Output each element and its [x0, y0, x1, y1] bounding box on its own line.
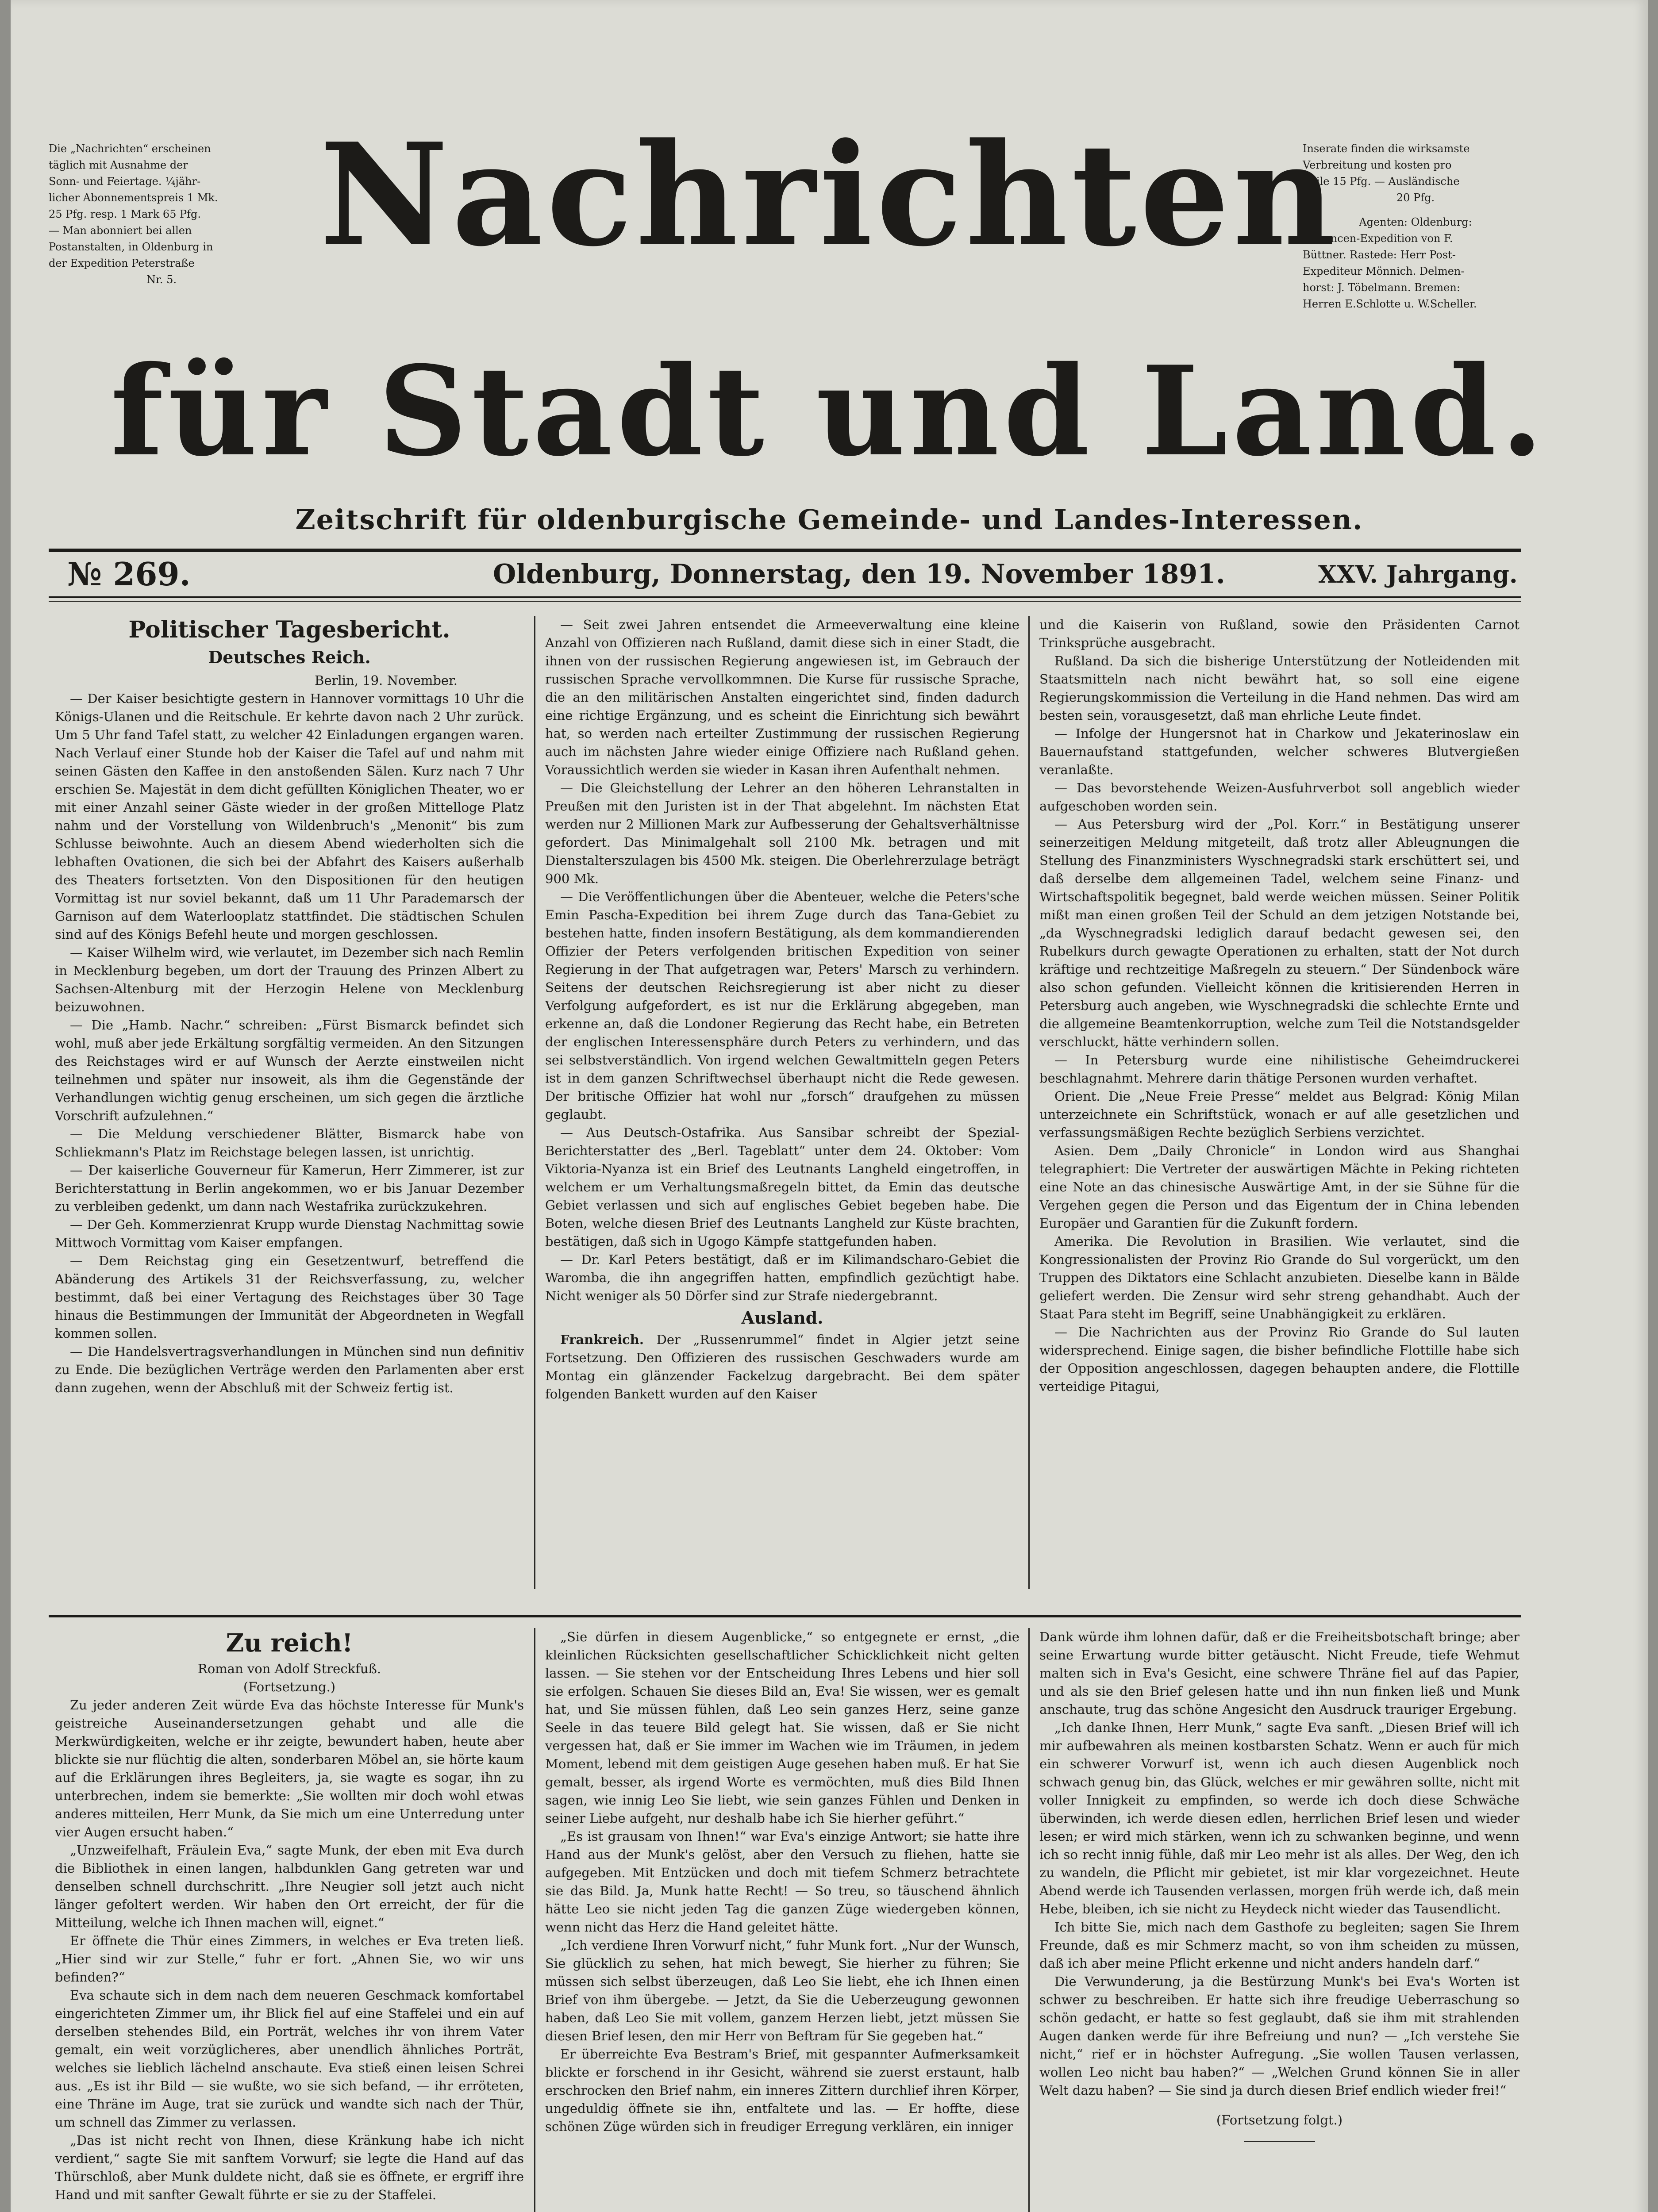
volume-number: XXV. Jahrgang.: [1318, 560, 1518, 588]
news-column-2: [545, 616, 1019, 1602]
notice-line: horst: J. Töbelmann. Bremen:: [1303, 281, 1460, 294]
header-rule-bottom: [49, 596, 1521, 598]
issue-number: № 269.: [67, 555, 191, 593]
masthead-subtitle: Zeitschrift für oldenburgische Gemeinde- und Landes-Interessen.: [295, 503, 1363, 536]
section-heading: Politischer Tagesbericht.: [128, 616, 450, 643]
notice-line: — Man abonniert bei allen: [49, 224, 192, 237]
novel-paragraph: „Ich danke Ihnen, Herr Munk,“ sagte Eva sanft. „Diesen Brief will ich mir aufbewahren als meinen kostbarsten Schatz. Wenn er auch für mich ein schwerer Vorwurf ist, wenn ich auch diesen Augenblick noch schwach genug bin, das Glück, welches er mir gewähren sollte, nicht mit voller Innigkeit zu empfinden, so werde ich doch diese Schwäche überwinden, ich werde diesen edlen, herrlichen Brief lesen und wieder lesen; er wird mich stärken, wenn ich zu schwanken beginne, und wenn ich so recht innig fühle, daß mir Leo mehr ist als alles. Der Weg, den ich zu wandeln, die Pflicht mir gebietet, ist mir klar vorgezeichnet. Heute Abend werde ich Tausenden verlassen, morgen früh werde ich, daß mein Hebe, bleiben, ich sie nicht zu Heydeck nicht wieder das Tausendlicht.: [1039, 1720, 1520, 1916]
news-paragraph: Amerika. Die Revolution in Brasilien. Wie verlautet, sind die Kongressionalisten der Provinz Rio Grande do Sul vorgerückt, um den Truppen des Diktators eine Schlacht anzubieten. Dieselbe kann in Bälde geliefert werden. Die Zensur wird sehr streng gehandhabt. Auch der Staat Para steht im Begriff, seine Unabhängigkeit zu erklären.: [1039, 1234, 1520, 1321]
novel-paragraph: Er öffnete die Thür eines Zimmers, in welches er Eva treten ließ. „Hier sind wir zur Stelle,“ fuhr er fort. „Ahnen Sie, wo wir uns befinden?“: [55, 1933, 524, 1985]
feuilleton-rule: [49, 1615, 1521, 1617]
country-label: Frankreich.: [560, 1332, 644, 1347]
end-rule: [1244, 2141, 1315, 2142]
column-divider: [534, 616, 535, 1589]
notice-line: Nr. 5.: [146, 273, 177, 286]
notice-line: Postanstalten, in Oldenburg in: [49, 241, 213, 253]
news-paragraph: [545, 1331, 1019, 1403]
newspaper-page: [11, 0, 1648, 2212]
news-paragraph: — Der Kaiser besichtigte gestern in Hannover vormittags 10 Uhr die Königs-Ulanen und die Reitschule. Er kehrte davon nach 2 Uhr zurück. Um 5 Uhr fand Tafel statt, zu welcher 42 Einladungen ergangen waren. Nach Verlauf einer Stunde hob der Kaiser die Tafel auf und nahm mit seinen Gästen den Kaffee in den anstoßenden Sälen. Kurz nach 7 Uhr erschien Se. Majestät in dem dicht gefüllten Königlichen Theater, wo er mit einer Anzahl seiner Gäste wieder in der großen Mittelloge Platz nahm und der Vorstellung von Wildenbruch's „Menonit“ bis zum Schlusse beiwohnte. Auch an diesem Abend wiederholten sich die lebhaften Ovationen, die sich bei der Abfahrt des Kaisers außerhalb des Theaters fortsetzten. Von den Dispositionen für den heutigen Vormittag ist nur soviel bekannt, daß um 11 Uhr Parademarsch der Garnison auf dem Waterlooplatz stattfindet. Die städtischen Schulen sind auf des Königs Befehl heute und morgen geschlossen.: [55, 691, 524, 942]
novel-paragraph: Zu jeder anderen Zeit würde Eva das höchste Interesse für Munk's geistreiche Auseinandersetzungen gehabt und alle die Merkwürdigkeiten, welche er ihr zeigte, bewundert haben, heute aber blickte sie nur flüchtig die alten, sonderbaren Möbel an, sie hörte kaum auf die Erklärungen ihres Begleiters, ja, sie wagte es sogar, ihn zu unterbrechen, indem sie bemerkte: „Sie wollten mir doch wohl etwas anderes mitteilen, Herr Munk, da Sie mich um eine Unterredung unter vier Augen ersucht haben.“: [55, 1697, 524, 1839]
notice-line: licher Abonnementspreis 1 Mk.: [49, 192, 218, 204]
novel-column-3: [1039, 1628, 1520, 2212]
novel-paragraph: Die Verwunderung, ja die Bestürzung Munk's bei Eva's Worten ist schwer zu beschreiben. Er hatte sich ihre freudige Ueberraschung so schön gedacht, er hatte so fest geglaubt, daß sie ihm mit strahlenden Augen danken werde für ihre Befreiung und nun? — „Ich verstehe Sie nicht,“ rief er in höchster Aufregung. „Sie wollen Tausen verlassen, wollen Leo nicht bau haben?“ — „Welchen Grund können Sie in aller Welt dazu haben? — Sie sind ja durch diesen Brief endlich wieder frei!“: [1039, 1974, 1520, 2098]
news-paragraph: Asien. Dem „Daily Chronicle“ in London wird aus Shanghai telegraphiert: Die Vertreter der auswärtigen Mächte in Peking richteten eine Note an das chinesische Auswärtige Amt, in der sie Sühne für die Vergehen gegen die Person und das Eigentum der in China lebenden Europäer und Garantien für die Zukunft fordern.: [1039, 1143, 1520, 1231]
notice-line: der Expedition Peterstraße: [49, 257, 195, 269]
news-paragraph: — Die Veröffentlichungen über die Abenteuer, welche die Peters'sche Emin Pascha-Expedition bei ihrem Zuge durch das Tana-Gebiet zu bestehen hatte, finden insofern Bestätigung, als dem kommandierenden Offizier der Peters verfolgenden britischen Expedition von seiner Regierung in der That aufgetragen war, Peters' Marsch zu verhindern. Seitens der deutschen Reichsregierung ist aber nicht zu dieser Verfolgung aufgefordert, es ist nur die Erklärung abgegeben, man erkenne an, daß die Londoner Regierung das Recht habe, ein Betreten der englischen Interessensphäre durch Peters zu verhindern, und das sei selbstverständlich. Von irgend welchen Gewaltmitteln gegen Peters ist in dem ganzen Schriftwechsel überhaupt nicht die Rede gewesen. Der britische Offizier hat wohl nur „forsch“ draufgehen zu müssen geglaubt.: [545, 889, 1019, 1122]
masthead-title: Nachrichten: [319, 112, 1339, 277]
news-paragraph: — Der Geh. Kommerzienrat Krupp wurde Dienstag Nachmittag sowie Mittwoch Vormittag vom Kaiser empfangen.: [55, 1217, 524, 1250]
news-paragraph: — Die „Hamb. Nachr.“ schreiben: „Fürst Bismarck befindet sich wohl, muß aber jede Erkältung sorgfältig vermeiden. An den Sitzungen des Reichstages wird er auf Wunsch der Aerzte einstweilen nicht teilnehmen und später nur insoweit, als ihm die Gegenstände der Verhandlungen wichtig genug erscheinen, um sich gegen die ärztliche Vorschrift aufzulehnen.“: [55, 1018, 524, 1123]
news-dateline: Berlin, 19. November.: [315, 673, 458, 688]
novel-byline: Roman von Adolf Streckfuß.: [197, 1661, 381, 1676]
novel-paragraph: „Das ist nicht recht von Ihnen, diese Kränkung habe ich nicht verdient,“ sagte Sie mit sanftem Vorwurf; sie legte die Hand auf das Thürschloß, aber Munk duldete nicht, daß sie es öffnete, er ergriff ihre Hand und mit sanfter Gewalt führte er sie zu der Staffelei.: [55, 2133, 524, 2202]
news-paragraph: — Aus Petersburg wird der „Pol. Korr.“ in Bestätigung unserer seinerzeitigen Meldung mitgeteilt, daß trotz aller Ableugnungen die Stellung des Finanzministers Wyschnegradski stark erschüttert sei, und daß derselbe dem allgemeinen Tadel, welchem seine Finanz- und Wirtschaftspolitik begegnet, bald werde weichen müssen. Seiner Politik mißt man einen großen Teil der Schuld an dem jetzigen Notstande bei, „da Wyschnegradski lediglich darauf bedacht gewesen sei, den Rubelkurs durch gewagte Operationen zu erhalten, statt der Not durch kräftige und rechtzeitige Maßregeln zu steuern.“ Der Sündenbock wäre also schon gefunden. Vielleicht können die kritisierenden Herren in Petersburg auch angeben, wie Wyschnegradski die schlechte Ernte und die allgemeine Beamtenkorruption, welche zum Teil die Notstandsgelder verschluckt, hätte verhindern sollen.: [1039, 817, 1520, 1049]
novel-paragraph: Ich bitte Sie, mich nach dem Gasthofe zu begleiten; sagen Sie Ihrem Freunde, daß es mir Schmerz macht, so von ihm scheiden zu müssen, daß ich aber meine Pflicht erkenne und nicht anders handeln darf.“: [1039, 1920, 1520, 1971]
novel-paragraph: Er überreichte Eva Bestram's Brief, mit gespannter Aufmerksamkeit blickte er forschend in ihr Gesicht, während sie zuerst erstaunt, halb erschrocken den Brief nahm, ein inneres Zittern durchlief ihren Körper, ungeduldig öffnete sie ihn, entfaltete und las. — Er hoffte, diese schönen Züge würden sich in freudiger Erregung verklären, ein inniger: [545, 2047, 1019, 2134]
notice-line: Annoncen-Expedition von F.: [1303, 232, 1453, 245]
novel-paragraph: „Ich verdiene Ihren Vorwurf nicht,“ fuhr Munk fort. „Nur der Wunsch, Sie glücklich zu sehen, hat mich bewegt, Sie hierher zu führen; Sie müssen sich selbst überzeugen, daß Leo Sie liebt, ehe ich Ihnen einen Brief von ihm übergebe. — Jetzt, da Sie die Ueberzeugung gewonnen haben, daß Leo Sie mit vollem, ganzem Herzen liebt, jetzt müssen Sie diesen Brief lesen, den mir Herr von Beftram für Sie gegeben hat.“: [545, 1938, 1019, 2043]
novel-paragraph: „Es ist grausam von Ihnen!“ war Eva's einzige Antwort; sie hatte ihre Hand aus der Munk's gelöst, aber den Versuch zu fliehen, hatte sie aufgegeben. Mit Entzücken und doch mit tiefem Schmerz betrachtete sie das Bild. Ja, Munk hatte Recht! — So treu, so täuschend ähnlich hätte Leo sie nicht jeden Tag die ganzen Züge wiedergeben können, wenn nicht das Herz die Hand geleitet hätte.: [545, 1829, 1019, 1935]
news-paragraph: — Der kaiserliche Gouverneur für Kamerun, Herr Zimmerer, ist zur Berichterstattung in Berlin angekommen, wo er bis Januar Dezember zu verbleiben gedenkt, um dann nach Westafrika zurückzukehren.: [55, 1163, 524, 1214]
news-paragraph: — Dem Reichstag ging ein Gesetzentwurf, betreffend die Abänderung des Artikels 31 der Reichsverfassung, zu, welcher bestimmt, daß bei einer Vertagung des Reichstages über 30 Tage hinaus die Bestimmungen der Immunität der Abgeordneten in Wegfall kommen sollen.: [55, 1253, 524, 1341]
novel-paragraph: „Sie dürfen in diesem Augenblicke,“ so entgegnete er ernst, „die kleinlichen Rücksichten gesellschaftlicher Schicklichkeit nicht gelten lassen. — Sie stehen vor der Entscheidung Ihres Lebens und hier soll sie erfolgen. Schauen Sie dieses Bild an, Eva! Sie wissen, wer es gemalt hat, und Sie müssen fühlen, daß Leo sein ganzes Herz, seine ganze Seele in das teuere Bild gelegt hat. Sie wissen, daß er Sie nicht vergessen hat, daß er Sie immer im Wachen wie im Träumen, in jedem Moment, lebend mit dem geistigen Auge gesehen haben muß. Er hat Sie gemalt, besser, als irgend Worte es vermöchten, muß dies Bild Ihnen sagen, wie innig Leo Sie liebt, wie sein ganzes Fühlen und Denken in seiner Liebe aufgeht, nur deshalb habe ich Sie hierher geführt.“: [545, 1629, 1019, 1826]
section-subheading: Deutsches Reich.: [208, 647, 371, 667]
notice-line: täglich mit Ausnahme der: [49, 159, 188, 171]
news-paragraph: — Das bevorstehende Weizen-Ausfuhrverbot soll angeblich wieder aufgeschoben worden sein.: [1039, 780, 1520, 814]
notice-line: 25 Pfg. resp. 1 Mark 65 Pfg.: [49, 208, 201, 220]
novel-paragraph: Dank würde ihm lohnen dafür, daß er die Freiheitsbotschaft bringe; aber seine Erwartung wurde bitter getäuscht. Nicht Freude, tiefe Wehmut malten sich in Eva's Gesicht, eine schwere Thräne fiel auf das Papier, und als sie den Brief gelesen hatte und ihn nun finken ließ und Munk anschaute, trug das schöne Angesicht den Ausdruck trauriger Ergebung.: [1039, 1629, 1520, 1717]
news-paragraph: — Die Nachrichten aus der Provinz Rio Grande do Sul lauten widersprechend. Einige sagen, die bisher befindliche Flottille habe sich der Opposition angeschlossen, dagegen behaupten andere, die Flottille verteidige Pitagui,: [1039, 1325, 1520, 1394]
news-paragraph: — Die Handelsvertragsverhandlungen in München sind nun definitiv zu Ende. Die bezüglichen Verträge werden den Parlamenten aber erst dann zugehen, wenn der Abschluß mit der Schweiz fertig ist.: [55, 1344, 524, 1395]
news-paragraph: Rußland. Da sich die bisherige Unterstützung der Notleidenden mit Staatsmitteln nach nicht bewährt hat, so soll eine eigene Regierungskommission die Verteilung in die Hand nehmen. Das wird am besten sein, vorausgesetzt, daß man ehrliche Leute findet.: [1039, 653, 1520, 723]
news-paragraph: — Aus Deutsch-Ostafrika. Aus Sansibar schreibt der Spezial-Berichterstatter des „Berl. Tageblatt“ unter dem 24. Oktober: Vom Viktoria-Nyanza ist ein Brief des Leutnants Langheld eingetroffen, in welchem er um Verhaltungsmaßregeln bittet, da Emin das deutsche Gebiet verlassen und sich auf englisches Gebiet begeben habe. Die Boten, welche diesen Brief des Leutnants Langheld zur Küste brachten, bestätigen, daß sich in Ugogo Kämpfe stattgefunden haben.: [545, 1125, 1019, 1249]
news-column-3: [1039, 616, 1520, 1602]
news-column-1: [55, 616, 524, 1602]
to-be-continued: (Fortsetzung folgt.): [1216, 2112, 1343, 2128]
section-heading-ausland: Ausland.: [741, 1308, 823, 1328]
notice-line: Verbreitung und kosten pro: [1303, 159, 1452, 171]
notice-line: Die „Nachrichten“ erscheinen: [49, 142, 211, 155]
column-divider: [534, 1628, 535, 2212]
news-paragraph: und die Kaiserin von Rußland, sowie den Präsidenten Carnot Trinksprüche ausgebracht.: [1039, 617, 1520, 650]
notice-line: Inserate finden die wirksamste: [1303, 142, 1470, 155]
masthead-title-line2: für Stadt und Land.: [110, 339, 1548, 484]
issue-date: Oldenburg, Donnerstag, den 19. November 1891.: [493, 559, 1225, 590]
news-paragraph: — Kaiser Wilhelm wird, wie verlautet, im Dezember sich nach Remlin in Mecklenburg begeben, um dort der Trauung des Prinzen Albert zu Sachsen-Altenburg mit der Herzogin Helene von Mecklenburg beizuwohnen.: [55, 945, 524, 1014]
novel-continued: (Fortsetzung.): [243, 1679, 336, 1694]
notice-line: Agenten: Oldenburg:: [1359, 216, 1472, 228]
notice-line: Expediteur Mönnich. Delmen-: [1303, 265, 1465, 277]
novel-column-1: [55, 1628, 524, 2212]
news-text: Der „Russenrummel“ findet in Algier jetzt seine Fortsetzung. Den Offizieren des russischen Geschwaders wurde am Montag ein glänzender Fackelzug dargebracht. Bei dem später folgenden Bankett wurden auf den Kaiser: [545, 1332, 1019, 1402]
news-paragraph: Orient. Die „Neue Freie Presse“ meldet aus Belgrad: König Milan unterzeichnete ein Schriftstück, wonach er auf alle gesetzlichen und verfassungsmäßigen Rechte bezüglich Serbiens verzichtet.: [1039, 1089, 1520, 1140]
novel-paragraph: Eva schaute sich in dem nach dem neueren Geschmack komfortabel eingerichteten Zimmer um, ihr Blick fiel auf eine Staffelei und ein auf derselben stehendes Bild, ein Porträt, welches ihr von ihrem Vater gemalt, ein weit vorzüglicheres, aber unendlich ähnliches Porträt, welches sie lieblich lächelnd anschaute. Eva stieß einen leisen Schrei aus. „Es ist ihr Bild — sie wußte, wo sie sich befand, — ihr erröteten, eine Thräne im Auge, trat sie zurück und wandte sich nach der Thür, um schnell das Zimmer zu verlassen.: [55, 1988, 524, 2130]
news-paragraph: — In Petersburg wurde eine nihilistische Geheimdruckerei beschlagnahmt. Mehrere darin thätige Personen wurden verhaftet.: [1039, 1052, 1520, 1086]
column-divider: [1028, 1628, 1030, 2212]
notice-line: Herren E.Schlotte u. W.Scheller.: [1303, 298, 1477, 310]
novel-column-2: [545, 1628, 1019, 2212]
news-paragraph: — Die Gleichstellung der Lehrer an den höheren Lehranstalten in Preußen mit den Juristen ist in der That abgelehnt. Im nächsten Etat werden nur 2 Millionen Mark zur Aufbesserung der Gehaltsverhältnisse gefordert. Das Minimalgehalt soll 2100 Mk. betragen und mit Dienstalterszulagen bis 4500 Mk. steigen. Die Oberlehrerzulage beträgt 900 Mk.: [545, 780, 1019, 886]
news-paragraph: — Infolge der Hungersnot hat in Charkow und Jekaterinoslaw ein Bauernaufstand stattgefunden, welcher schweres Blutvergießen veranlaßte.: [1039, 726, 1520, 777]
column-divider: [1028, 616, 1030, 1589]
notice-line: Sonn- und Feiertage. ¼jähr-: [49, 175, 201, 188]
header-rule-top: [49, 549, 1521, 552]
news-paragraph: — Seit zwei Jahren entsendet die Armeeverwaltung eine kleine Anzahl von Offizieren nach Rußland, damit diese sich in einer Stadt, die ihnen von der russischen Regierung angewiesen ist, im Gebrauch der russischen Sprache vervollkommnen. Die Kurse für russische Sprache, die an den militärischen Anstalten eingerichtet sind, finden dadurch eine richtige Ergänzung, und es scheint die Einrichtung sich bewährt hat, so werden nach erteilter Zustimmung der russischen Regierung auch im nächsten Jahre wieder einige Offiziere nach Rußland gehen. Voraussichtlich werden sie wieder in Kasan ihren Aufenthalt nehmen.: [545, 617, 1019, 777]
news-paragraph: — Die Meldung verschiedener Blätter, Bismarck habe von Schliekmann's Platz im Reichstage belegen lassen, ist unrichtig.: [55, 1126, 524, 1160]
news-paragraph: — Dr. Karl Peters bestätigt, daß er im Kilimandscharo-Gebiet die Waromba, die ihn angegriffen hatten, empfindlich gezüchtigt habe. Nicht weniger als 50 Dörfer sind zur Strafe niedergebrannt.: [545, 1252, 1019, 1303]
novel-title: Zu reich!: [226, 1628, 353, 1658]
notice-line: Büttner. Rastede: Herr Post-: [1303, 249, 1456, 261]
notice-line: 20 Pfg.: [1396, 192, 1435, 204]
novel-paragraph: „Unzweifelhaft, Fräulein Eva,“ sagte Munk, der eben mit Eva durch die Bibliothek in einen langen, halbdunklen Gang getreten war und denselben schnell durchschritt. „Ihre Neugier soll jetzt auch nicht länger gefoltert werden. Wir haben den Ort erreicht, der für die Mitteilung, welche ich Ihnen machen will, eignet.“: [55, 1843, 524, 1930]
header-rule-bottom-thin: [49, 601, 1521, 602]
notice-line: Zeile 15 Pfg. — Ausländische: [1303, 175, 1460, 188]
